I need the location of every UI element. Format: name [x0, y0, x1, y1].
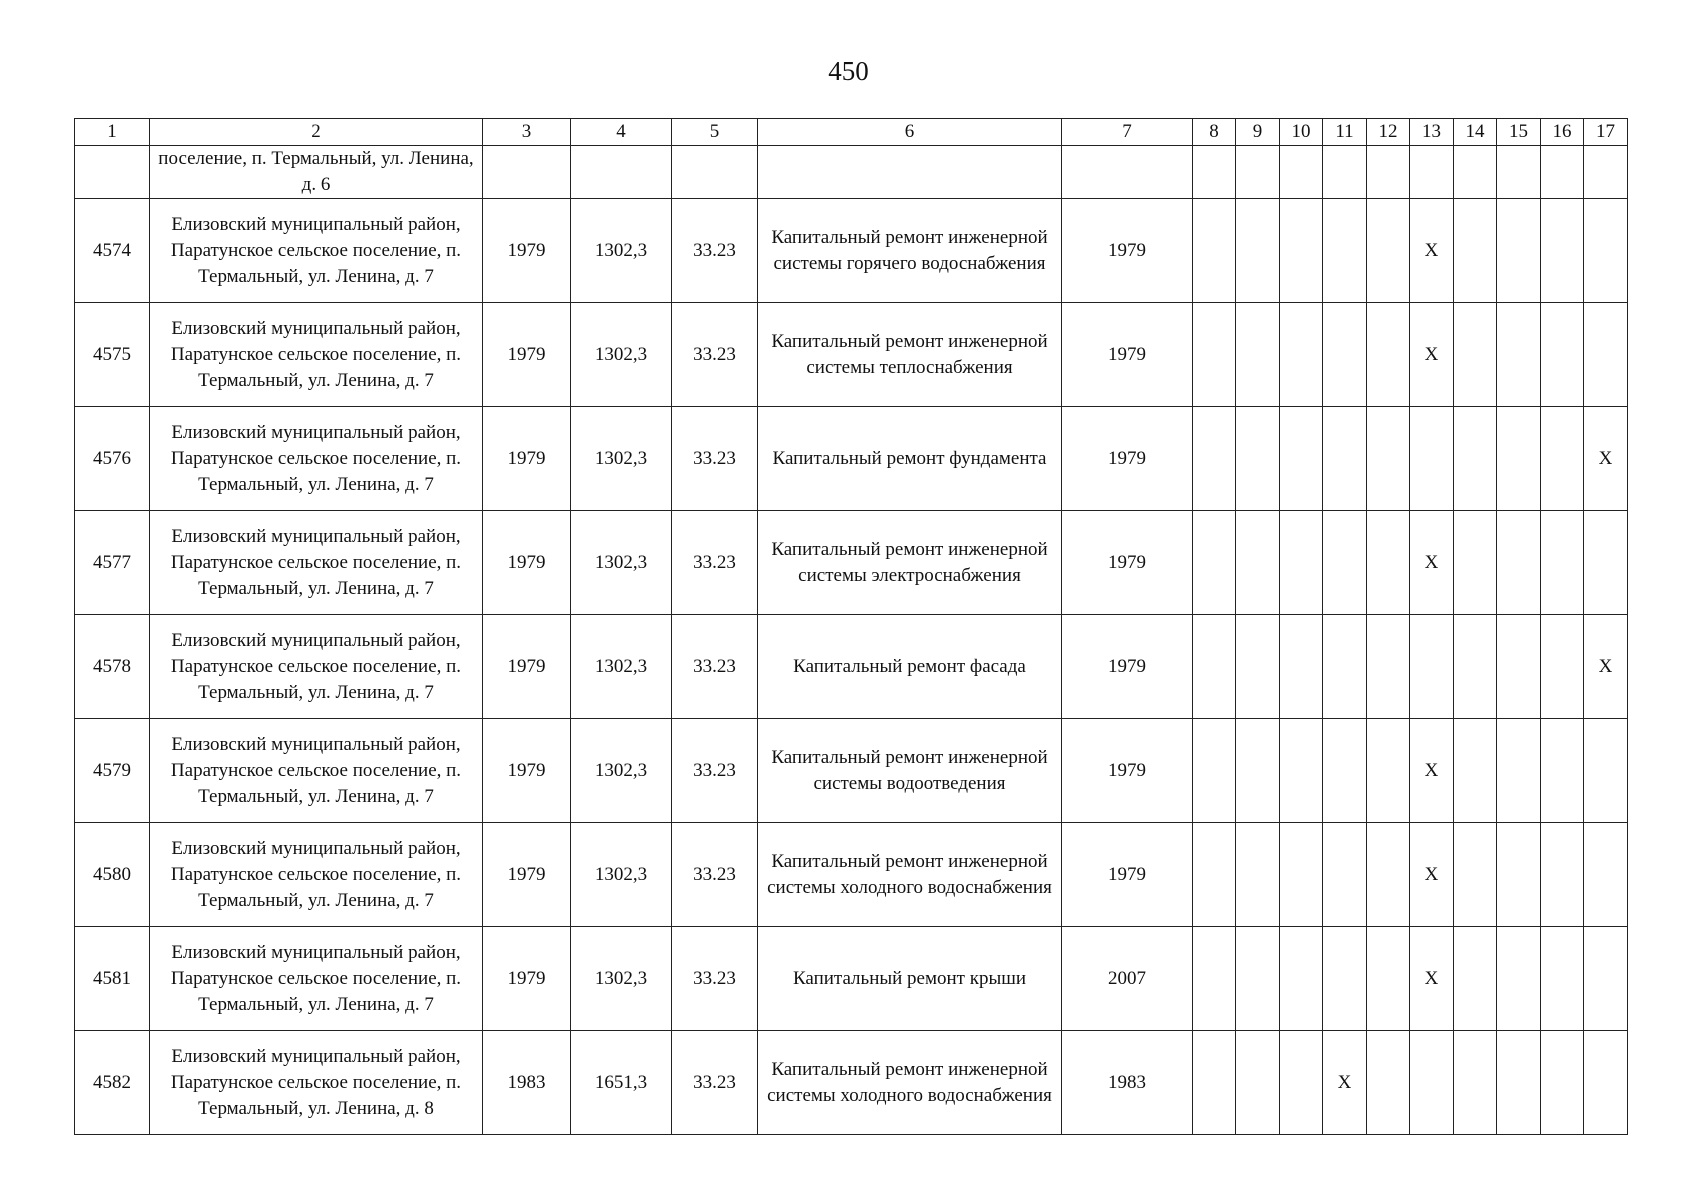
address-cell: Елизовский муниципальный район, Паратунское сельское поселение, п. Термальный, ул. Ленина, д. 7 — [150, 199, 483, 303]
mark-cell — [1280, 303, 1323, 407]
table-row — [75, 199, 1628, 303]
row-number: 4574 — [75, 199, 150, 303]
cell-empty — [672, 146, 758, 199]
header-row — [75, 119, 1628, 146]
area-cell: 1302,3 — [571, 719, 672, 823]
work-type-cell: Капитальный ремонт инженерной системы водоотведения — [758, 719, 1062, 823]
address-cell: Елизовский муниципальный район, Паратунское сельское поселение, п. Термальный, ул. Ленина, д. 7 — [150, 407, 483, 511]
mark-cell — [1454, 1031, 1497, 1135]
mark-cell — [1367, 823, 1410, 927]
header-cell: 8 — [1193, 119, 1236, 146]
work-type-cell: Капитальный ремонт инженерной системы теплоснабжения — [758, 303, 1062, 407]
header-cell: 17 — [1584, 119, 1628, 146]
mark-cell — [1584, 1031, 1628, 1135]
mark-cell — [1193, 303, 1236, 407]
year-built-cell: 1979 — [483, 303, 571, 407]
area-cell: 1302,3 — [571, 199, 672, 303]
address-cell: Елизовский муниципальный район, Паратунское сельское поселение, п. Термальный, ул. Ленина, д. 7 — [150, 303, 483, 407]
mark-cell: X — [1410, 511, 1454, 615]
mark-cell — [1367, 1031, 1410, 1135]
mark-cell — [1410, 615, 1454, 719]
mark-cell: X — [1410, 199, 1454, 303]
cell-empty — [483, 146, 571, 199]
year-built-cell: 1979 — [483, 511, 571, 615]
year-built-cell: 1979 — [483, 719, 571, 823]
header-cell: 1 — [75, 119, 150, 146]
mark-cell — [1280, 199, 1323, 303]
header-cell: 12 — [1367, 119, 1410, 146]
code-cell: 33.23 — [672, 407, 758, 511]
header-cell: 10 — [1280, 119, 1323, 146]
table-row — [75, 719, 1628, 823]
continuation-row — [75, 146, 1628, 199]
work-type-cell: Капитальный ремонт инженерной системы холодного водоснабжения — [758, 1031, 1062, 1135]
cell-empty — [1323, 146, 1367, 199]
cell-empty — [571, 146, 672, 199]
mark-cell — [1236, 199, 1280, 303]
address-cell: Елизовский муниципальный район, Паратунское сельское поселение, п. Термальный, ул. Ленина, д. 7 — [150, 927, 483, 1031]
address-cell: Елизовский муниципальный район, Паратунское сельское поселение, п. Термальный, ул. Ленина, д. 7 — [150, 511, 483, 615]
mark-cell — [1280, 927, 1323, 1031]
year-cell: 1979 — [1062, 615, 1193, 719]
mark-cell — [1236, 719, 1280, 823]
mark-cell — [1323, 511, 1367, 615]
mark-cell — [1541, 823, 1584, 927]
header-cell: 7 — [1062, 119, 1193, 146]
mark-cell — [1454, 927, 1497, 1031]
register-table — [74, 118, 1628, 1135]
mark-cell — [1193, 615, 1236, 719]
area-cell: 1302,3 — [571, 927, 672, 1031]
mark-cell — [1497, 1031, 1541, 1135]
mark-cell — [1280, 1031, 1323, 1135]
mark-cell — [1236, 823, 1280, 927]
area-cell: 1651,3 — [571, 1031, 672, 1135]
mark-cell — [1454, 823, 1497, 927]
row-number: 4576 — [75, 407, 150, 511]
code-cell: 33.23 — [672, 199, 758, 303]
code-cell: 33.23 — [672, 1031, 758, 1135]
mark-cell: X — [1584, 407, 1628, 511]
address-cell: Елизовский муниципальный район, Паратунское сельское поселение, п. Термальный, ул. Ленина, д. 7 — [150, 615, 483, 719]
cell-empty — [1541, 146, 1584, 199]
year-cell: 1979 — [1062, 407, 1193, 511]
code-cell: 33.23 — [672, 615, 758, 719]
code-cell: 33.23 — [672, 823, 758, 927]
mark-cell — [1323, 719, 1367, 823]
header-cell: 2 — [150, 119, 483, 146]
mark-cell — [1367, 719, 1410, 823]
mark-cell — [1454, 303, 1497, 407]
mark-cell — [1584, 511, 1628, 615]
mark-cell: X — [1410, 719, 1454, 823]
mark-cell — [1280, 823, 1323, 927]
mark-cell — [1454, 615, 1497, 719]
table-row — [75, 407, 1628, 511]
mark-cell — [1193, 1031, 1236, 1135]
header-cell: 5 — [672, 119, 758, 146]
mark-cell — [1541, 511, 1584, 615]
mark-cell: X — [1410, 927, 1454, 1031]
mark-cell — [1497, 199, 1541, 303]
work-type-cell: Капитальный ремонт инженерной системы электроснабжения — [758, 511, 1062, 615]
mark-cell: X — [1410, 303, 1454, 407]
header-cell: 4 — [571, 119, 672, 146]
mark-cell — [1367, 615, 1410, 719]
area-cell: 1302,3 — [571, 303, 672, 407]
mark-cell — [1323, 823, 1367, 927]
row-number: 4578 — [75, 615, 150, 719]
cell-empty — [1193, 146, 1236, 199]
mark-cell — [1410, 407, 1454, 511]
cell-empty — [1584, 146, 1628, 199]
header-cell: 11 — [1323, 119, 1367, 146]
mark-cell — [1497, 511, 1541, 615]
year-cell: 1979 — [1062, 511, 1193, 615]
mark-cell — [1541, 407, 1584, 511]
mark-cell: X — [1584, 615, 1628, 719]
mark-cell — [1323, 303, 1367, 407]
work-type-cell: Капитальный ремонт инженерной системы горячего водоснабжения — [758, 199, 1062, 303]
year-built-cell: 1979 — [483, 927, 571, 1031]
mark-cell — [1236, 615, 1280, 719]
work-type-cell: Капитальный ремонт крыши — [758, 927, 1062, 1031]
mark-cell — [1193, 719, 1236, 823]
mark-cell — [1367, 927, 1410, 1031]
year-built-cell: 1979 — [483, 199, 571, 303]
mark-cell — [1236, 407, 1280, 511]
mark-cell — [1497, 303, 1541, 407]
year-built-cell: 1979 — [483, 823, 571, 927]
table-row — [75, 615, 1628, 719]
mark-cell — [1584, 927, 1628, 1031]
mark-cell — [1367, 303, 1410, 407]
cell-empty — [1236, 146, 1280, 199]
area-cell: 1302,3 — [571, 407, 672, 511]
table-row — [75, 927, 1628, 1031]
year-cell: 1979 — [1062, 199, 1193, 303]
mark-cell — [1193, 511, 1236, 615]
mark-cell — [1541, 927, 1584, 1031]
mark-cell — [1323, 407, 1367, 511]
mark-cell — [1497, 927, 1541, 1031]
mark-cell — [1323, 199, 1367, 303]
mark-cell — [1541, 303, 1584, 407]
mark-cell — [1323, 615, 1367, 719]
mark-cell — [1236, 303, 1280, 407]
year-built-cell: 1979 — [483, 615, 571, 719]
row-number: 4582 — [75, 1031, 150, 1135]
address-cell: Елизовский муниципальный район, Паратунское сельское поселение, п. Термальный, ул. Ленина, д. 7 — [150, 823, 483, 927]
year-built-cell: 1983 — [483, 1031, 571, 1135]
mark-cell — [1236, 1031, 1280, 1135]
header-cell: 9 — [1236, 119, 1280, 146]
mark-cell — [1454, 199, 1497, 303]
mark-cell — [1193, 407, 1236, 511]
mark-cell — [1584, 199, 1628, 303]
mark-cell — [1280, 615, 1323, 719]
mark-cell — [1367, 511, 1410, 615]
mark-cell — [1193, 823, 1236, 927]
mark-cell — [1280, 511, 1323, 615]
year-cell: 1983 — [1062, 1031, 1193, 1135]
table-row — [75, 823, 1628, 927]
mark-cell — [1410, 1031, 1454, 1135]
mark-cell — [1497, 823, 1541, 927]
header-cell: 16 — [1541, 119, 1584, 146]
mark-cell — [1584, 303, 1628, 407]
year-cell: 1979 — [1062, 719, 1193, 823]
mark-cell: X — [1410, 823, 1454, 927]
mark-cell — [1236, 927, 1280, 1031]
mark-cell — [1584, 719, 1628, 823]
area-cell: 1302,3 — [571, 511, 672, 615]
page-number: 450 — [828, 56, 869, 86]
row-number: 4577 — [75, 511, 150, 615]
mark-cell — [1236, 511, 1280, 615]
mark-cell — [1541, 615, 1584, 719]
table-row — [75, 511, 1628, 615]
mark-cell — [1541, 1031, 1584, 1135]
address-cell: Елизовский муниципальный район, Паратунское сельское поселение, п. Термальный, ул. Ленина, д. 7 — [150, 719, 483, 823]
header-cell: 3 — [483, 119, 571, 146]
mark-cell — [1280, 719, 1323, 823]
cell-empty — [1410, 146, 1454, 199]
year-cell: 2007 — [1062, 927, 1193, 1031]
mark-cell — [1497, 407, 1541, 511]
mark-cell — [1497, 719, 1541, 823]
mark-cell — [1323, 927, 1367, 1031]
mark-cell — [1454, 719, 1497, 823]
continuation-address: поселение, п. Термальный, ул. Ленина, д. 6 — [150, 146, 483, 199]
mark-cell — [1280, 407, 1323, 511]
cell-empty — [75, 146, 150, 199]
table-row — [75, 303, 1628, 407]
cell-empty — [1062, 146, 1193, 199]
mark-cell — [1541, 199, 1584, 303]
cell-empty — [1367, 146, 1410, 199]
code-cell: 33.23 — [672, 927, 758, 1031]
row-number: 4575 — [75, 303, 150, 407]
mark-cell — [1367, 407, 1410, 511]
year-cell: 1979 — [1062, 303, 1193, 407]
mark-cell — [1497, 615, 1541, 719]
cell-empty — [1497, 146, 1541, 199]
header-cell: 14 — [1454, 119, 1497, 146]
work-type-cell: Капитальный ремонт фундамента — [758, 407, 1062, 511]
code-cell: 33.23 — [672, 511, 758, 615]
mark-cell — [1193, 927, 1236, 1031]
mark-cell — [1367, 199, 1410, 303]
area-cell: 1302,3 — [571, 615, 672, 719]
cell-empty — [1280, 146, 1323, 199]
mark-cell — [1454, 511, 1497, 615]
header-cell: 13 — [1410, 119, 1454, 146]
area-cell: 1302,3 — [571, 823, 672, 927]
mark-cell — [1193, 199, 1236, 303]
address-cell: Елизовский муниципальный район, Паратунское сельское поселение, п. Термальный, ул. Ленина, д. 8 — [150, 1031, 483, 1135]
table-row — [75, 1031, 1628, 1135]
code-cell: 33.23 — [672, 303, 758, 407]
work-type-cell: Капитальный ремонт фасада — [758, 615, 1062, 719]
mark-cell — [1541, 719, 1584, 823]
cell-empty — [1454, 146, 1497, 199]
mark-cell — [1584, 823, 1628, 927]
header-cell: 6 — [758, 119, 1062, 146]
header-cell: 15 — [1497, 119, 1541, 146]
year-built-cell: 1979 — [483, 407, 571, 511]
cell-empty — [758, 146, 1062, 199]
year-cell: 1979 — [1062, 823, 1193, 927]
work-type-cell: Капитальный ремонт инженерной системы холодного водоснабжения — [758, 823, 1062, 927]
code-cell: 33.23 — [672, 719, 758, 823]
mark-cell: X — [1323, 1031, 1367, 1135]
row-number: 4579 — [75, 719, 150, 823]
row-number: 4581 — [75, 927, 150, 1031]
row-number: 4580 — [75, 823, 150, 927]
mark-cell — [1454, 407, 1497, 511]
